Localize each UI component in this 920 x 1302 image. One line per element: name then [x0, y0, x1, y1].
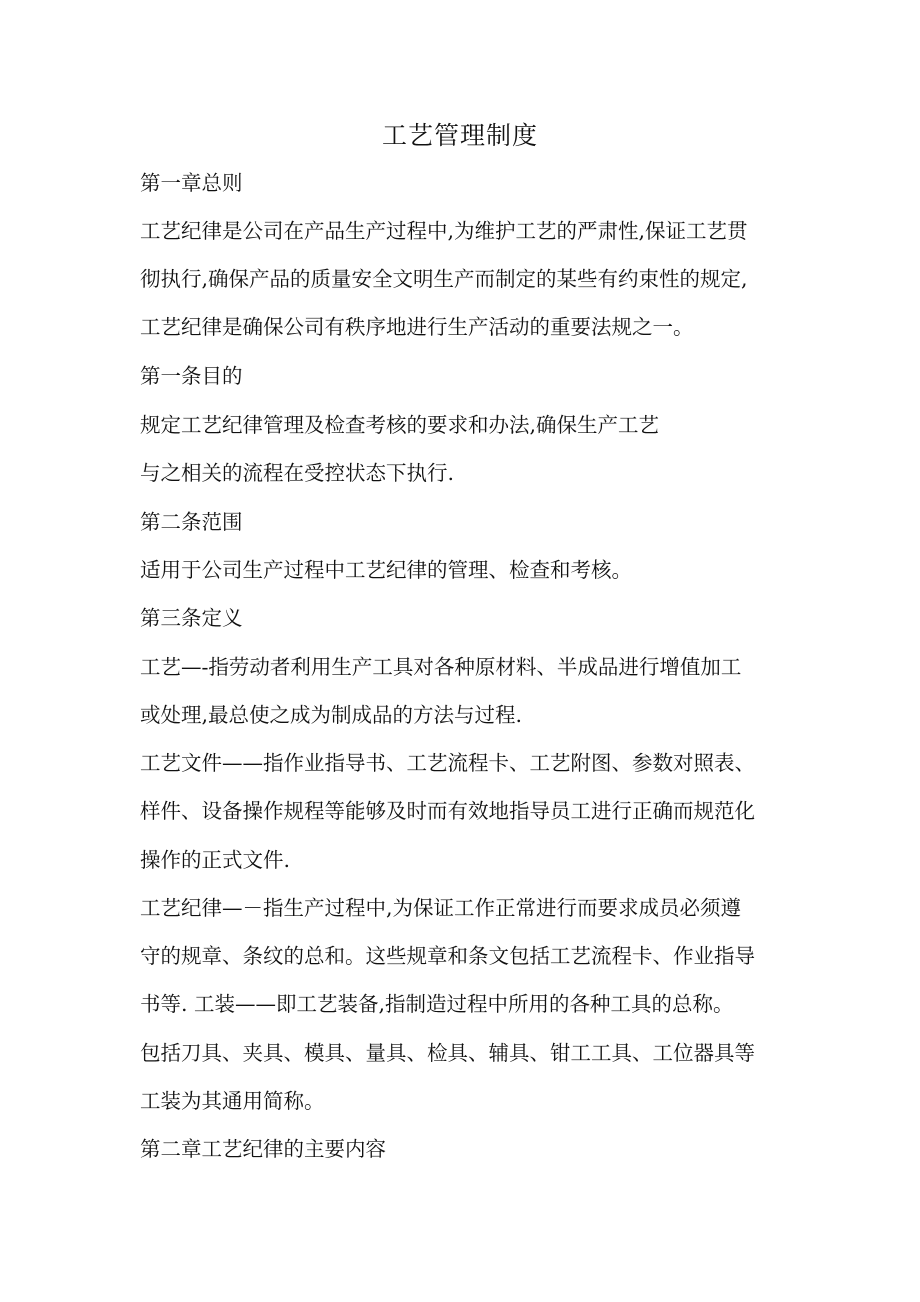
- body-line-8: 或处理,最总使之成为制成品的方法与过程.: [140, 703, 523, 727]
- chapter-heading-1: 第一章总则: [140, 171, 243, 195]
- article-heading-2: 第二条范围: [140, 510, 243, 534]
- body-line-15: 包括刀具、夹具、模具、量具、检具、辅具、钳工工具、工位器具等: [140, 1041, 755, 1065]
- body-line-5: 与之相关的流程在受控状态下执行.: [140, 461, 455, 485]
- body-line-11: 操作的正式文件.: [140, 848, 291, 872]
- chapter-heading-2: 第二章工艺纪律的主要内容: [140, 1137, 386, 1161]
- body-line-9: 工艺文件——指作业指导书、工艺流程卡、工艺附图、参数对照表、: [140, 751, 755, 775]
- body-line-12: 工艺纪律—－指生产过程中,为保证工作正常进行而要求成员必须遵: [140, 896, 742, 920]
- body-line-6: 适用于公司生产过程中工艺纪律的管理、检查和考核。: [140, 558, 632, 582]
- body-line-14: 书等. 工装——即工艺装备,指制造过程中所用的各种工具的总称。: [140, 992, 734, 1016]
- body-line-1: 工艺纪律是公司在产品生产过程中,为维护工艺的严肃性,保证工艺贯: [140, 219, 748, 243]
- article-heading-3: 第三条定义: [140, 606, 243, 630]
- body-line-7: 工艺—-指劳动者利用生产工具对各种原材料、半成品进行增值加工: [140, 655, 742, 679]
- body-line-3: 工艺纪律是确保公司有秩序地进行生产活动的重要法规之一。: [140, 315, 694, 339]
- body-line-16: 工装为其通用简称。: [140, 1089, 325, 1113]
- body-line-13: 守的规章、条纹的总和。这些规章和条文包括工艺流程卡、作业指导: [140, 944, 755, 968]
- body-line-2: 彻执行,确保产品的质量安全文明生产而制定的某些有约束性的规定,: [140, 267, 748, 291]
- body-line-10: 样件、设备操作规程等能够及时而有效地指导员工进行正确而规范化: [140, 799, 755, 823]
- body-line-4: 规定工艺纪律管理及检查考核的要求和办法,确保生产工艺: [140, 413, 660, 437]
- document-title: 工艺管理制度: [381, 121, 538, 150]
- article-heading-1: 第一条目的: [140, 364, 243, 388]
